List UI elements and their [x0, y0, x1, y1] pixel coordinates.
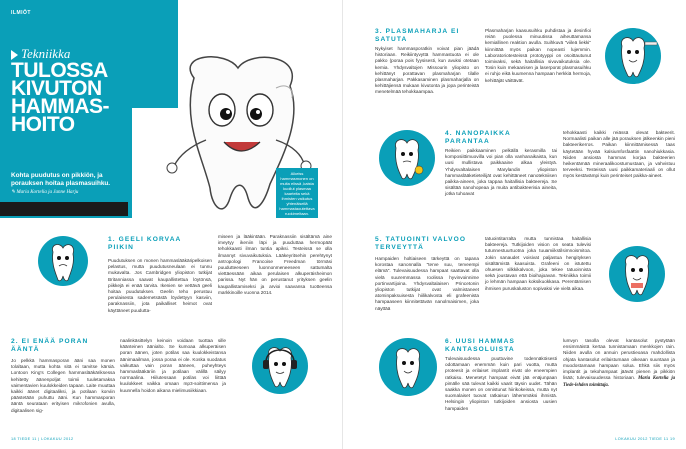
section-2-col-2: naalinkäsittelyn keinoin voidaan tuottaa sille käänteinen äänialto. Se kumoaa alkuperäisen poran äänen, joten potilas saa kuulokkeistansa äänimaailman, jossa poraa ei ole. Koska suodatus vaikuttaa vain poran ääneen, puheyhteys hammaslääkäriin ja potilaan välillä säilyy normaalina. Hiilutessaan potilas voi liittää kuulokkeet vaikka omaan mp3-soittimensa ja kuunnella hoidon aikana mielimusiikkiaan.: [120, 338, 226, 393]
section-2-col-1: Jo pelkkä hammasporan ääni saa monen tolaltaan, mutta kohta sitä ei tarvitse kärsiä. Lontoon King's Collegen hammaslääkäriksessa kehitetty äänenpoljat toimii tuuletamaksa vaimentavien kuulokkeiden tapaan. Laite muuttaa kaikki äänet digitaaliksi, ja potilaan korviin päästetään puhuttu ääni. Kun hammasporan ääntä seurataan erityisen mikrofonien avulla, digitaalisen sig-: [11, 358, 115, 413]
byline-text: Maria Kortelia ja Janne Harju: [16, 190, 79, 195]
section-1-col-2: miseen ja lääkintään. Paraknassiin sisältämä aine imeytyy ikeniin läpi ja puuduttaa hermopäät tehokkaasti ilman tuntia apiksi. Testeissä se olla ilmannyt sivuvaikutuksia. Lääkeyritsehin perehtynyt antropologi Francoise Freedman törmäsi puudutteeseen luonnonmeneeseen sattumalta viettäessään aikaa perulaisen alkuperäisheimon parissa. Nyt hän on perustanut yrityksen geelin kaupallistamiseksi ja arvioi saavansa tuotteensa markkinoille vuonna 2014.: [218, 234, 332, 295]
section-tag: ILMIÖT: [11, 10, 31, 16]
section-2-title: 2. EI ENÄÄ PORAN ÄÄNTÄ: [11, 338, 89, 353]
byline: ✎ Maria Kortelia ja Janne Harju: [11, 190, 79, 195]
lead-text: Kohta puudutus on pikkiön, ja porauksen hoitaa plasmasuihku.: [11, 172, 111, 187]
signature: Maria Kortelia ja Tiede-lehden toimittaja.: [563, 376, 675, 389]
section-6-col-2: [563, 338, 675, 390]
headline: [11, 59, 131, 136]
section-3-col-1: Nykyiset hammasporatkin voivat pian jäädä historiaan. Reikiintyvyttä hammastuota ei ole pakko (poraa pois fyysisesti, kun avuksi otetaan kemia. Yhdysvaltojen Missourin yliopisto on kehittänyt porattavan plasmaharjan tilalle plasmaharjan. Pakkasaminen plasmaharjalla on kehittäjiensä mukaan kivutonta ja jopa perinteistä menetelmää tehokkaampaa.: [375, 46, 479, 95]
section-5-col-2: tatuointitarralta mutta tunnistaa haitallisia bakteereja. Tutkijoiden vision on seata tulevisi tutunnestuurtuotna joka tuuamiikstilsimnoismitoa. Jokin sanaudet voisivat paljastua hengityksen sisältämistä kaasuista. Grafeeni on istutettu ohuesen silkkikalvoon, joka tekee tatuoinnista sekä joustavan että bioihajoavan. Tekniikka toimii jo lehmän hampaan koksikuokkasa. Perentämisen ihmisen puruskaluston sopivaksi vie vielä aikaa.: [485, 236, 591, 291]
right-page: [343, 0, 686, 449]
section-6-col-2-text: lumvyn tasolla olevat kantasolut pystytään ensimmäistä kertaa tunnistamaan menkkojen rain. Niiden avulla on annuin perustieoasa mahdollista ohjata kantasolut erilaistumaan oikeaan suuntaan ja muodostamaan hampaan solua. Ehkä siis myös implantit ja tekohampaat jäävät pienen ja pikkiön lisää; tulevaisuudessa historiaan.: [563, 338, 675, 381]
section-6-circle: [379, 338, 437, 396]
tooth-sick-icon: [38, 236, 88, 286]
headline-line: KIVUTON: [11, 77, 102, 100]
section-5-title: 5. TATUOINTI VALVOO TERVEYTTÄ: [375, 236, 467, 251]
tooth-headphones-icon: [252, 338, 308, 394]
folio-left: 18 TIEDE 11 | LOKAKUU 2012: [11, 437, 74, 441]
section-4-col-2: tehokkaasti kaikki reiässä olevat bakteerit. Normaalisti paikan alle jää porauksen jälkeenkin pieni bakteerikerros. Paikan kiinnittämisessä taas käytetään hyvää kalsiumfosfaattin nanohiukkasia. Niiden ansiosta hammas korjaa bakteerien heikentämää mineraalikoostumustaan, ja vahvistuu terveeksi. Testeissä uusi paikkamateriaali on ollut myös kestävämpi kuin perinteiset paikka-aineet.: [563, 130, 675, 179]
section-2-circle: [252, 338, 308, 394]
tooth-brush-icon: [605, 28, 661, 84]
tooth-new-icon: [379, 338, 437, 396]
tooth-mascot-illustration: [126, 48, 366, 226]
section-1-title: 1. GEELI KORVAA PIIKIN: [108, 236, 182, 251]
section-3-col-2: Plasmaharjan kaasusuihku puhdistaa ja desinfioi reiän puolessa minuutissa aiheuttamansa kemiallinen reaktion avulla. Suihkuvä "viileä liekki" kiinnittää myös paikan nopeasti lujemmin. Laboratoriotesteissä prototyyppi on osoittautunut toimivaksi, sekä haitallisia sivuvaikutuksia ole. Tosin kuin mekaanisen ja laserporat plasmasuihku ei ruhjo eikä kuumenna hampaan herkkiä hermoja, kehittäjät väittävät.: [485, 28, 591, 83]
section-4-circle: [379, 130, 435, 186]
section-5-circle: [609, 246, 665, 302]
tooth-nano-icon: [379, 130, 435, 186]
headline-line: HOITO: [11, 113, 75, 136]
headline-line: HAMMAS-: [11, 95, 109, 118]
section-4-title: 4. NANOPAIKKA PARANTAA: [445, 130, 511, 145]
section-6-title: 6. UUSI HAMMAS KANTASOLUISTA: [445, 338, 515, 353]
section-3-circle: [605, 28, 661, 84]
section-1-circle: [38, 236, 88, 286]
headline-line: TULOSSA: [11, 59, 108, 82]
kicker-text: Tekniikka: [21, 46, 71, 61]
section-6-col-1: Tulevaisuudessa puuttuvine todennäköisesti odottamaan enemmän kuin pari vuotta, mutta proteesit ja erilaiset implantit eivät ole eneempien ratkaisu. Menetetyt hampaat eivät jää enäjunpaan pimälle sää tulevat kaikki vaarit täysin uudet. Tähän saakka monen on onnistunut hiirikokeissa, mutta nyt suomalaiset tuovat ratkaisun lähemmäksi ihmistä. Helsingin yliopiston tutkijoiden ansiosta uusien hampaiden: [445, 356, 557, 411]
section-4-col-1: Reikien paikkaaminen pelkällä kerasmilla tai komposiittimuovilla voi pian olla vanhanaikaista, kun uusi mullistava paikkaaine alkaa yleistyä. Yhdysvaltalaisen Marylandin yliopiston hammaslääketieteilijät ovat kehittäneet nanotekniisen paikka-aineen, joka tappaa haitallisia bakteereja. Se sisältää nanohopeaa ja muita antibakteerisia aineita, jotka tuhoavat: [445, 148, 557, 197]
folio-right: LOKAKUU 2012 TIEDE 11 19: [615, 437, 675, 441]
info-box: Alkeiss hammasmonen on muita elissä ,kaista kuollut plasmaa kaarteita sekä ihmisten vaikutus yhtenäisellä hammastaoutettava ruokimeltaan.: [276, 168, 318, 218]
section-3-title: 3. PLASMAHARJA EI SATUTA: [375, 28, 460, 43]
black-bar: [0, 202, 128, 216]
section-5-col-1: Hampaiden holtiaiseen tärkeyttä on tapana korostaa sanonnalla "terve suu, terveempi elämä". Tulevaisuudessa hampaat saattavat olla vielä suuremmassa roolissa hyvinvoinnime portinvartijoina. Yhdysvaltalaisen Princetonin yliopiston tutkijat ovat valmistaneet atominpaksuisesta hiilikalvosta eli grafeenista hampaaseen kiinnitettävän nanolmaisimen, joka näyttää: [375, 256, 479, 311]
tooth-tattoo-icon: [609, 246, 665, 302]
section-1-col-1: Puudutuksen on monen hammaslääkäripelkoisen pelastus, mutta puudutusneulaan ei tunnu mukavalta. Jos Cambridgen yliopiston tutkijat Britanniassa saavat kaupallistettua löytönsä, piikkejä ei enää tarvita. Ikenien se vettävä geeli hoitaa puudutuksen. Geelin teho perustuu perulaisesta sademetsästä löydettyyn kasviin, paraknassiin, jota paikalliset heimot ovat käyttäneet puudutta-: [108, 258, 212, 313]
